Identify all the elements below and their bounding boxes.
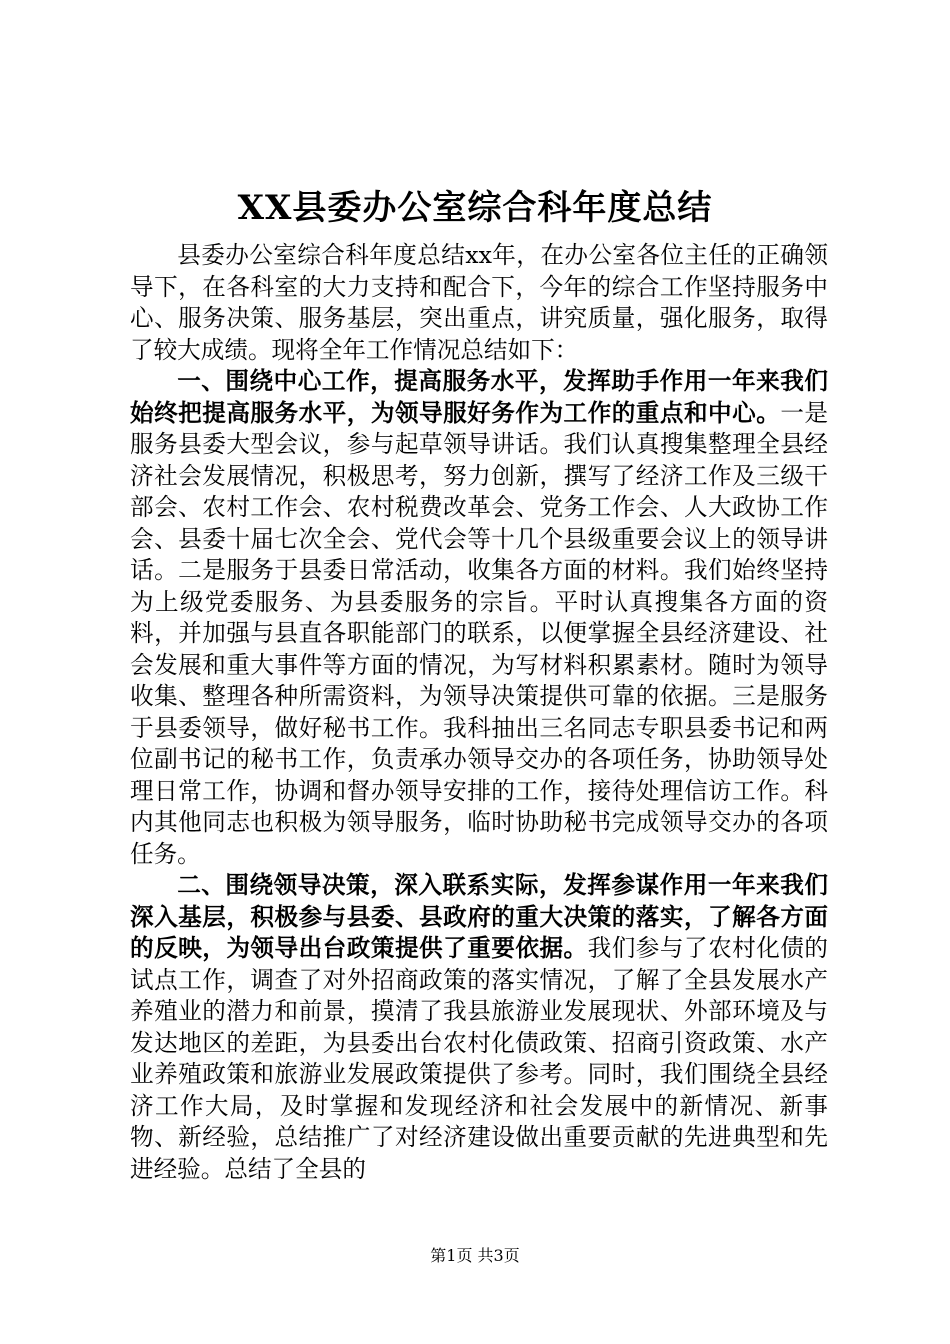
page-number-footer: 第1页 共3页	[430, 1246, 520, 1265]
section-1-heading: 一、围绕中心工作，提高服务水平，发挥助手作用一年来我们始终把提高服务水平，为领导服好务作为工作的重点和中心。	[130, 367, 828, 427]
paragraph-section-2	[130, 870, 828, 1185]
section-1-text: 一是服务县委大型会议，参与起草领导讲话。我们认真搜集整理全县经济社会发展情况，积极思考，努力创新，撰写了经济工作及三级干部会、农村工作会、农村税费改革会、党务工作会、人大政协工作会、县委十届七次全会、党代会等十几个县级重要会议上的领导讲话。二是服务于县委日常活动，收集各方面的材料。我们始终坚持为上级党委服务、为县委服务的宗旨。平时认真搜集各方面的资料，并加强与县直各职能部门的联系，以便掌握全县经济建设、社会发展和重大事件等方面的情况，为写材料积累素材。随时为领导收集、整理各种所需资料，为领导决策提供可靠的依据。三是服务于县委领导，做好秘书工作。我科抽出三名同志专职县委书记和两位副书记的秘书工作，负责承办领导交办的各项任务，协助领导处理日常工作，协调和督办领导安排的工作，接待处理信访工作。科内其他同志也积极为领导服务，临时协助秘书完成领导交办的各项任务。	[130, 398, 829, 868]
document-title: XX县委办公室综合科年度总结	[237, 188, 713, 228]
section-2-heading: 二、围绕领导决策，深入联系实际，发挥参谋作用一年来我们深入基层，积极参与县委、县政府的重大决策的落实，了解各方面的反映，为领导出台政策提供了重要依据。	[130, 871, 828, 962]
paragraph-section-1	[130, 366, 828, 870]
section-2-text: 我们参与了农村化债的试点工作，调查了对外招商政策的落实情况，了解了全县发展水产养殖业的潜力和前景，摸清了我县旅游业发展现状、外部环境及与发达地区的差距，为县委出台农村化债政策、招商引资政策、水产业养殖政策和旅游业发展政策提供了参考。同时，我们围绕全县经济工作大局，及时掌握和发现经济和社会发展中的新情况、新事物、新经验，总结推广了对经济建设做出重要贡献的先进典型和先进经验。总结了全县的	[130, 934, 829, 1183]
paragraph-intro-text: 县委办公室综合科年度总结xx年，在办公室各位主任的正确领导下，在各科室的大力支持和配合下，今年的综合工作坚持服务中心、服务决策、服务基层，突出重点，讲究质量，强化服务，取得了较大成绩。现将全年工作情况总结如下：	[130, 241, 828, 364]
document-body	[130, 240, 828, 1185]
paragraph-intro	[130, 240, 828, 366]
